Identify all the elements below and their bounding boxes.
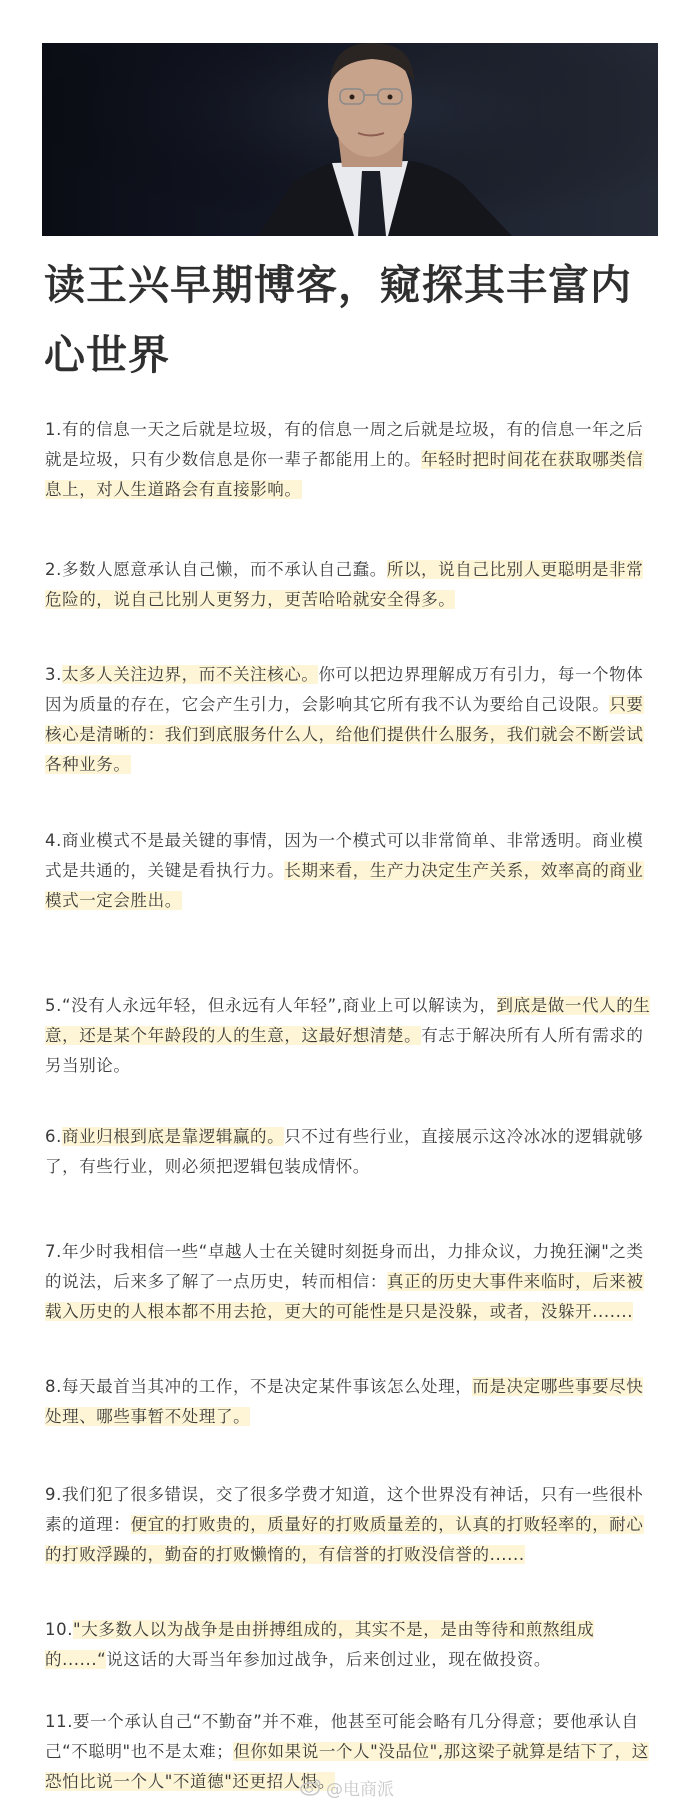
highlighted-text: 只要核心是清晰的：我们到底服务什么人，给他们提供什么服务，我们就会不断尝试各种业务。 [45,695,644,774]
item-number: 9. [45,1485,62,1504]
item-text: 只不过有些行业，直接展示这冷冰冰的逻辑就够了，有些行业，则必须把逻辑包装成情怀。 [45,1127,644,1176]
item-text: 商业模式不是最关键的事情，因为一个模式可以非常简单、非常透明。商业模式是共通的，关键是看执行力。 [45,831,644,880]
highlighted-text: 长期来看，生产力决定生产关系，效率高的商业模式一定会胜出。 [45,861,644,910]
source-watermark [300,1775,394,1799]
item-text: 说这话的大哥当年参加过战争，后来创过业，现在做投资。 [106,1650,551,1669]
highlighted-text: 便宜的打败贵的，质量好的打败质量差的，认真的打败轻率的，耐心的打败浮躁的，勤奋的打败懒惰的，有信誉的打败没信誉的...... [45,1515,644,1564]
item-text: 有志于解决所有人所有需求的另当别论。 [45,1026,644,1075]
item-number: 4. [45,831,62,850]
list-item-9 [45,1480,660,1570]
item-text: 要一个承认自己“不勤奋”并不难，他甚至可能会略有几分得意；要他承认自己“不聪明"也不是太难； [45,1712,639,1761]
watermark-text: @电商派 [326,1779,394,1800]
item-text: 有的信息一天之后就是垃圾，有的信息一周之后就是垃圾，有的信息一年之后就是垃圾，只有少数信息是你一辈子都能用上的。 [45,420,644,469]
item-number: 5. [45,996,62,1015]
item-text: 多数人愿意承认自己懒，而不承认自己蠢。 [61,560,387,579]
highlighted-text: 但你如果说一个人"没品位",那这梁子就算是结下了，这恐怕比说一个人"不道德"还更招人恨。 [45,1742,649,1791]
list-item-10 [45,1615,660,1675]
item-text: 年少时我相信一些“卓越人士在关键时刻挺身而出，力排众议，力挽狂澜"之类的说法，后来多了解了一点历史，转而相信： [45,1242,644,1291]
article-title: 读王兴早期博客，窥探其丰富内心世界 [44,261,632,379]
item-text: 你可以把边界理解成万有引力，每一个物体因为质量的存在，它会产生引力，会影响其它所有我不认为要给自己设限。 [45,665,644,714]
item-number: 11. [45,1712,74,1731]
item-text: “没有人永远年轻，但永远有人年轻”,商业上可以解读为， [61,996,497,1015]
item-number: 6. [45,1127,62,1146]
weibo-icon [300,1778,322,1796]
item-number: 8. [45,1377,62,1396]
list-item-2 [45,555,660,615]
highlighted-text: 真正的历史大事件来临时，后来被载入历史的人根本都不用去抢，更大的可能性是只是没躲，或者，没躲开....... [45,1272,644,1321]
list-item-4 [45,826,660,916]
item-number: 2. [45,560,62,579]
item-number: 7. [45,1242,62,1261]
highlighted-text: 年轻时把时间花在获取哪类信息上，对人生道路会有直接影响。 [45,450,644,499]
highlighted-text: 太多人关注边界，而不关注核心。 [61,665,319,684]
item-number: 1. [45,420,62,439]
item-text: 每天最首当其冲的工作，不是决定某件事该怎么处理， [61,1377,473,1396]
hero-image [42,43,658,236]
highlighted-text: 所以，说自己比别人更聪明是非常危险的，说自己比别人更努力，更苦哈哈就安全得多。 [45,560,644,609]
list-item-1 [45,415,660,505]
highlighted-text: 到底是做一代人的生意，还是某个年龄段的人的生意，这最好想清楚。 [45,996,651,1045]
highlighted-text: "大多数人以为战争是由拼搏组成的，其实不是，是由等待和煎熬组成的......“ [45,1620,595,1669]
highlighted-text: 商业归根到底是靠逻辑赢的。 [61,1127,285,1146]
list-item-8 [45,1372,660,1432]
list-item-6 [45,1122,660,1182]
portrait-illustration [42,43,658,236]
list-item-3 [45,660,660,780]
list-item-7 [45,1237,660,1327]
list-item-5 [45,991,660,1081]
item-number: 10. [45,1620,74,1639]
item-number: 3. [45,665,62,684]
highlighted-text: 而是决定哪些事要尽快处理、哪些事暂不处理了。 [45,1377,644,1426]
item-text: 我们犯了很多错误，交了很多学费才知道，这个世界没有神话，只有一些很朴素的道理： [45,1485,644,1534]
